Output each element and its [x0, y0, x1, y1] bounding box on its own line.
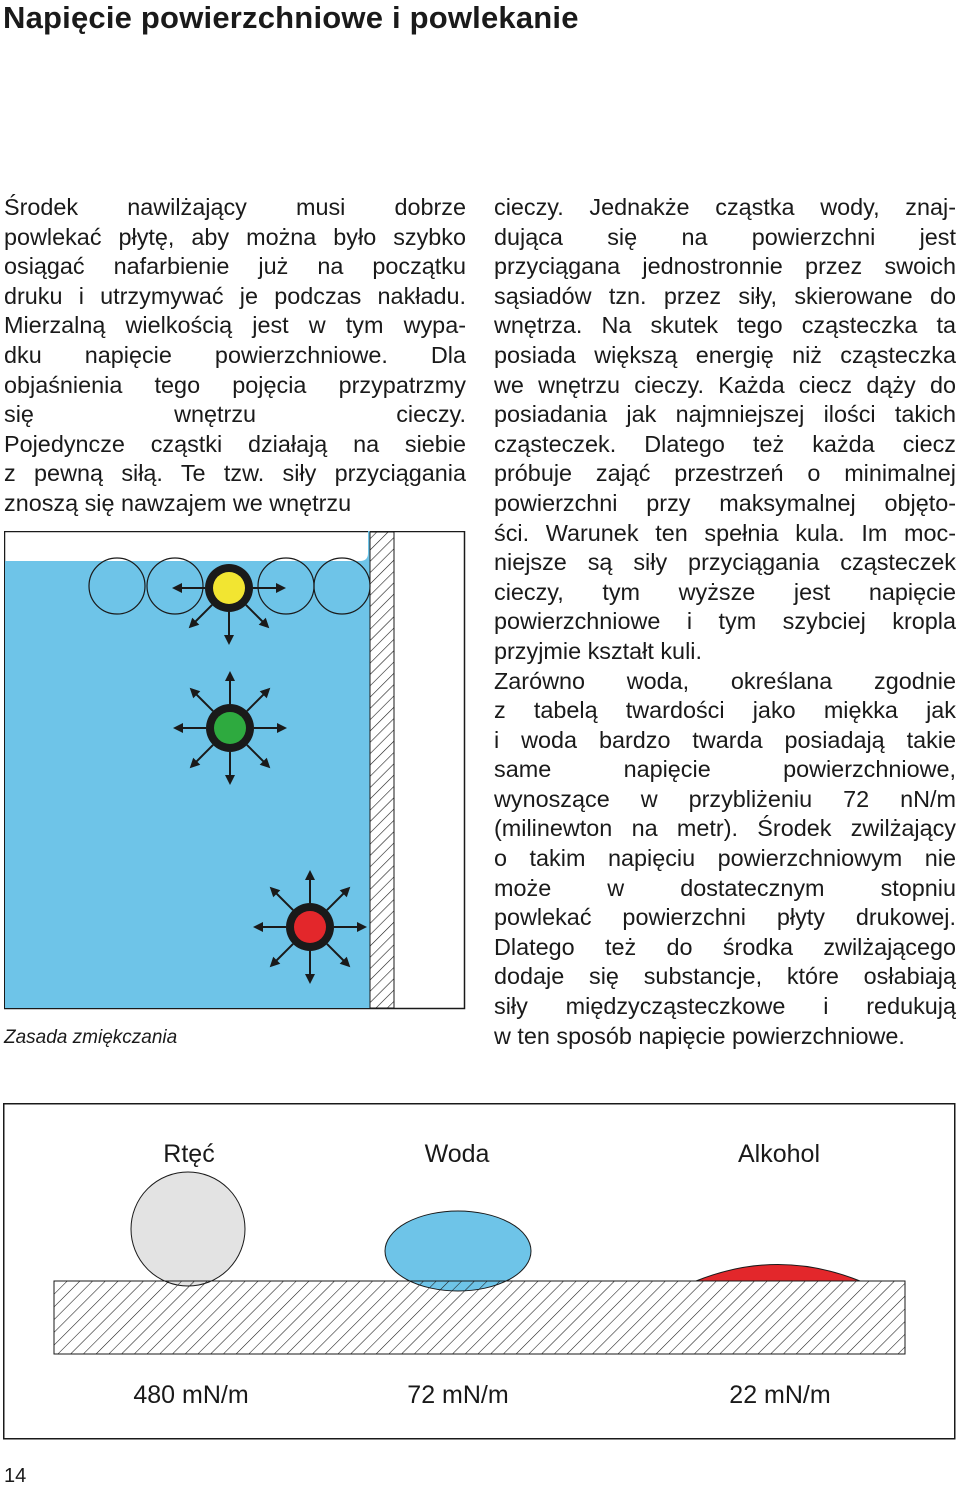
text-line: może w dostatecznym stopniu: [494, 874, 956, 901]
drop-name-label: Alkohol: [738, 1140, 820, 1168]
text-line: wynoszące w przybliżeniu 72 nN/m: [494, 785, 956, 812]
text-line: powierzchni przy maksymalnej objęto-: [494, 489, 956, 516]
particle-core: [213, 572, 245, 604]
drop-name-label: Rtęć: [163, 1140, 215, 1168]
hatched-surface: [54, 1281, 905, 1354]
text-line: dodaje się substancje, które osłabiają: [494, 963, 956, 990]
text-line: przyjmie kształt kuli.: [494, 637, 702, 664]
page-number: 14: [4, 1465, 27, 1487]
hatched-wall: [370, 532, 394, 1008]
drop-comparison-diagram: [3, 1103, 956, 1441]
text-line: powlekać płytę, aby można było szybko: [4, 223, 466, 250]
text-line: sąsiadów tzn. przez siły, skierowane do: [494, 282, 956, 309]
surface-tension-diagram: [4, 531, 466, 1011]
text-line: Środek nawilżający musi dobrze: [4, 194, 466, 220]
text-line: znoszą się nawzajem we wnętrzu: [4, 489, 352, 516]
text-line: wnętrza. Na skutek tego cząsteczka ta: [494, 312, 956, 339]
text-line: w ten sposób napięcie powierzchniowe.: [494, 1022, 905, 1049]
text-line: objaśnienia tego pojęcia przypatrzmy: [4, 371, 466, 398]
text-line: posiada większą energię niż cząsteczka: [494, 341, 956, 368]
right-text-column: [494, 193, 956, 1051]
text-line: się wnętrzu cieczy.: [4, 401, 466, 428]
inner-particle: [178, 676, 282, 780]
text-line: o takim napięciu powierzchniowym nie: [494, 845, 956, 872]
text-line: posiadania jak najmniejszej ilości takich: [494, 401, 956, 428]
surface-tension-value: 72 mN/m: [407, 1381, 509, 1409]
figure-caption: Zasada zmiękczania: [4, 1027, 178, 1048]
text-line: cieczy, tym wyższe jest napięcie: [494, 578, 956, 605]
edge-particle: [258, 875, 362, 979]
surface-tension-value: 480 mN/m: [133, 1381, 249, 1409]
text-line: Mierzalną wielkością jest w tym wypa-: [4, 312, 466, 339]
text-line: Dlatego też do środka zwilżającego: [494, 933, 956, 960]
text-line: dku napięcie powierzchniowe. Dla: [4, 341, 466, 368]
particle-core: [214, 712, 246, 744]
page-title: Napięcie powierzchniowe i powlekanie: [3, 0, 579, 35]
left-text-column: [4, 193, 466, 519]
text-line: cieczy. Jednakże cząstka wody, znaj-: [494, 194, 956, 220]
text-line: dująca się na powierzchni jest: [494, 223, 956, 250]
particle-core: [294, 911, 326, 943]
text-line: próbuje zająć przestrzeń o minimalnej: [494, 460, 956, 487]
text-line: we wnętrzu cieczy. Każda ciecz dąży do: [494, 371, 956, 398]
mercury-drop: [131, 1172, 245, 1286]
text-line: siły międzycząsteczkowe i redukują: [494, 993, 956, 1020]
text-line: i woda bardzo twarda posiadają takie: [494, 726, 956, 753]
surface-tension-value: 22 mN/m: [729, 1381, 831, 1409]
text-line: ści. Warunek ten spełnia kula. Im moc-: [494, 519, 956, 546]
text-line: z pewną siłą. Te tzw. siły przyciągania: [4, 460, 466, 487]
text-line: Zarówno woda, określana zgodnie: [494, 667, 956, 694]
text-line: powlekać powierzchni płyty drukowej.: [494, 904, 956, 931]
text-line: Pojedyncze cząstki działają na siebie: [4, 430, 466, 457]
text-line: niejsze są siły przyciągania cząsteczek: [494, 549, 956, 576]
text-line: powierzchniowe i tym szybciej kropla: [494, 608, 956, 635]
text-line: (milinewton na metr). Środek zwilżający: [494, 815, 956, 842]
text-line: same napięcie powierzchniowe,: [494, 756, 956, 783]
drop-name-label: Woda: [424, 1140, 490, 1168]
text-line: przyciągana jednostronnie przez swoich: [494, 253, 956, 280]
text-line: osiągać nafarbienie już na początku: [4, 253, 466, 280]
text-line: cząsteczek. Dlatego też każda ciecz: [494, 430, 956, 457]
water-drop: [385, 1211, 531, 1291]
text-line: druku i utrzymywać je podczas nakładu.: [4, 282, 466, 309]
text-line: z tabelą twardości jako miękka jak: [494, 697, 956, 724]
